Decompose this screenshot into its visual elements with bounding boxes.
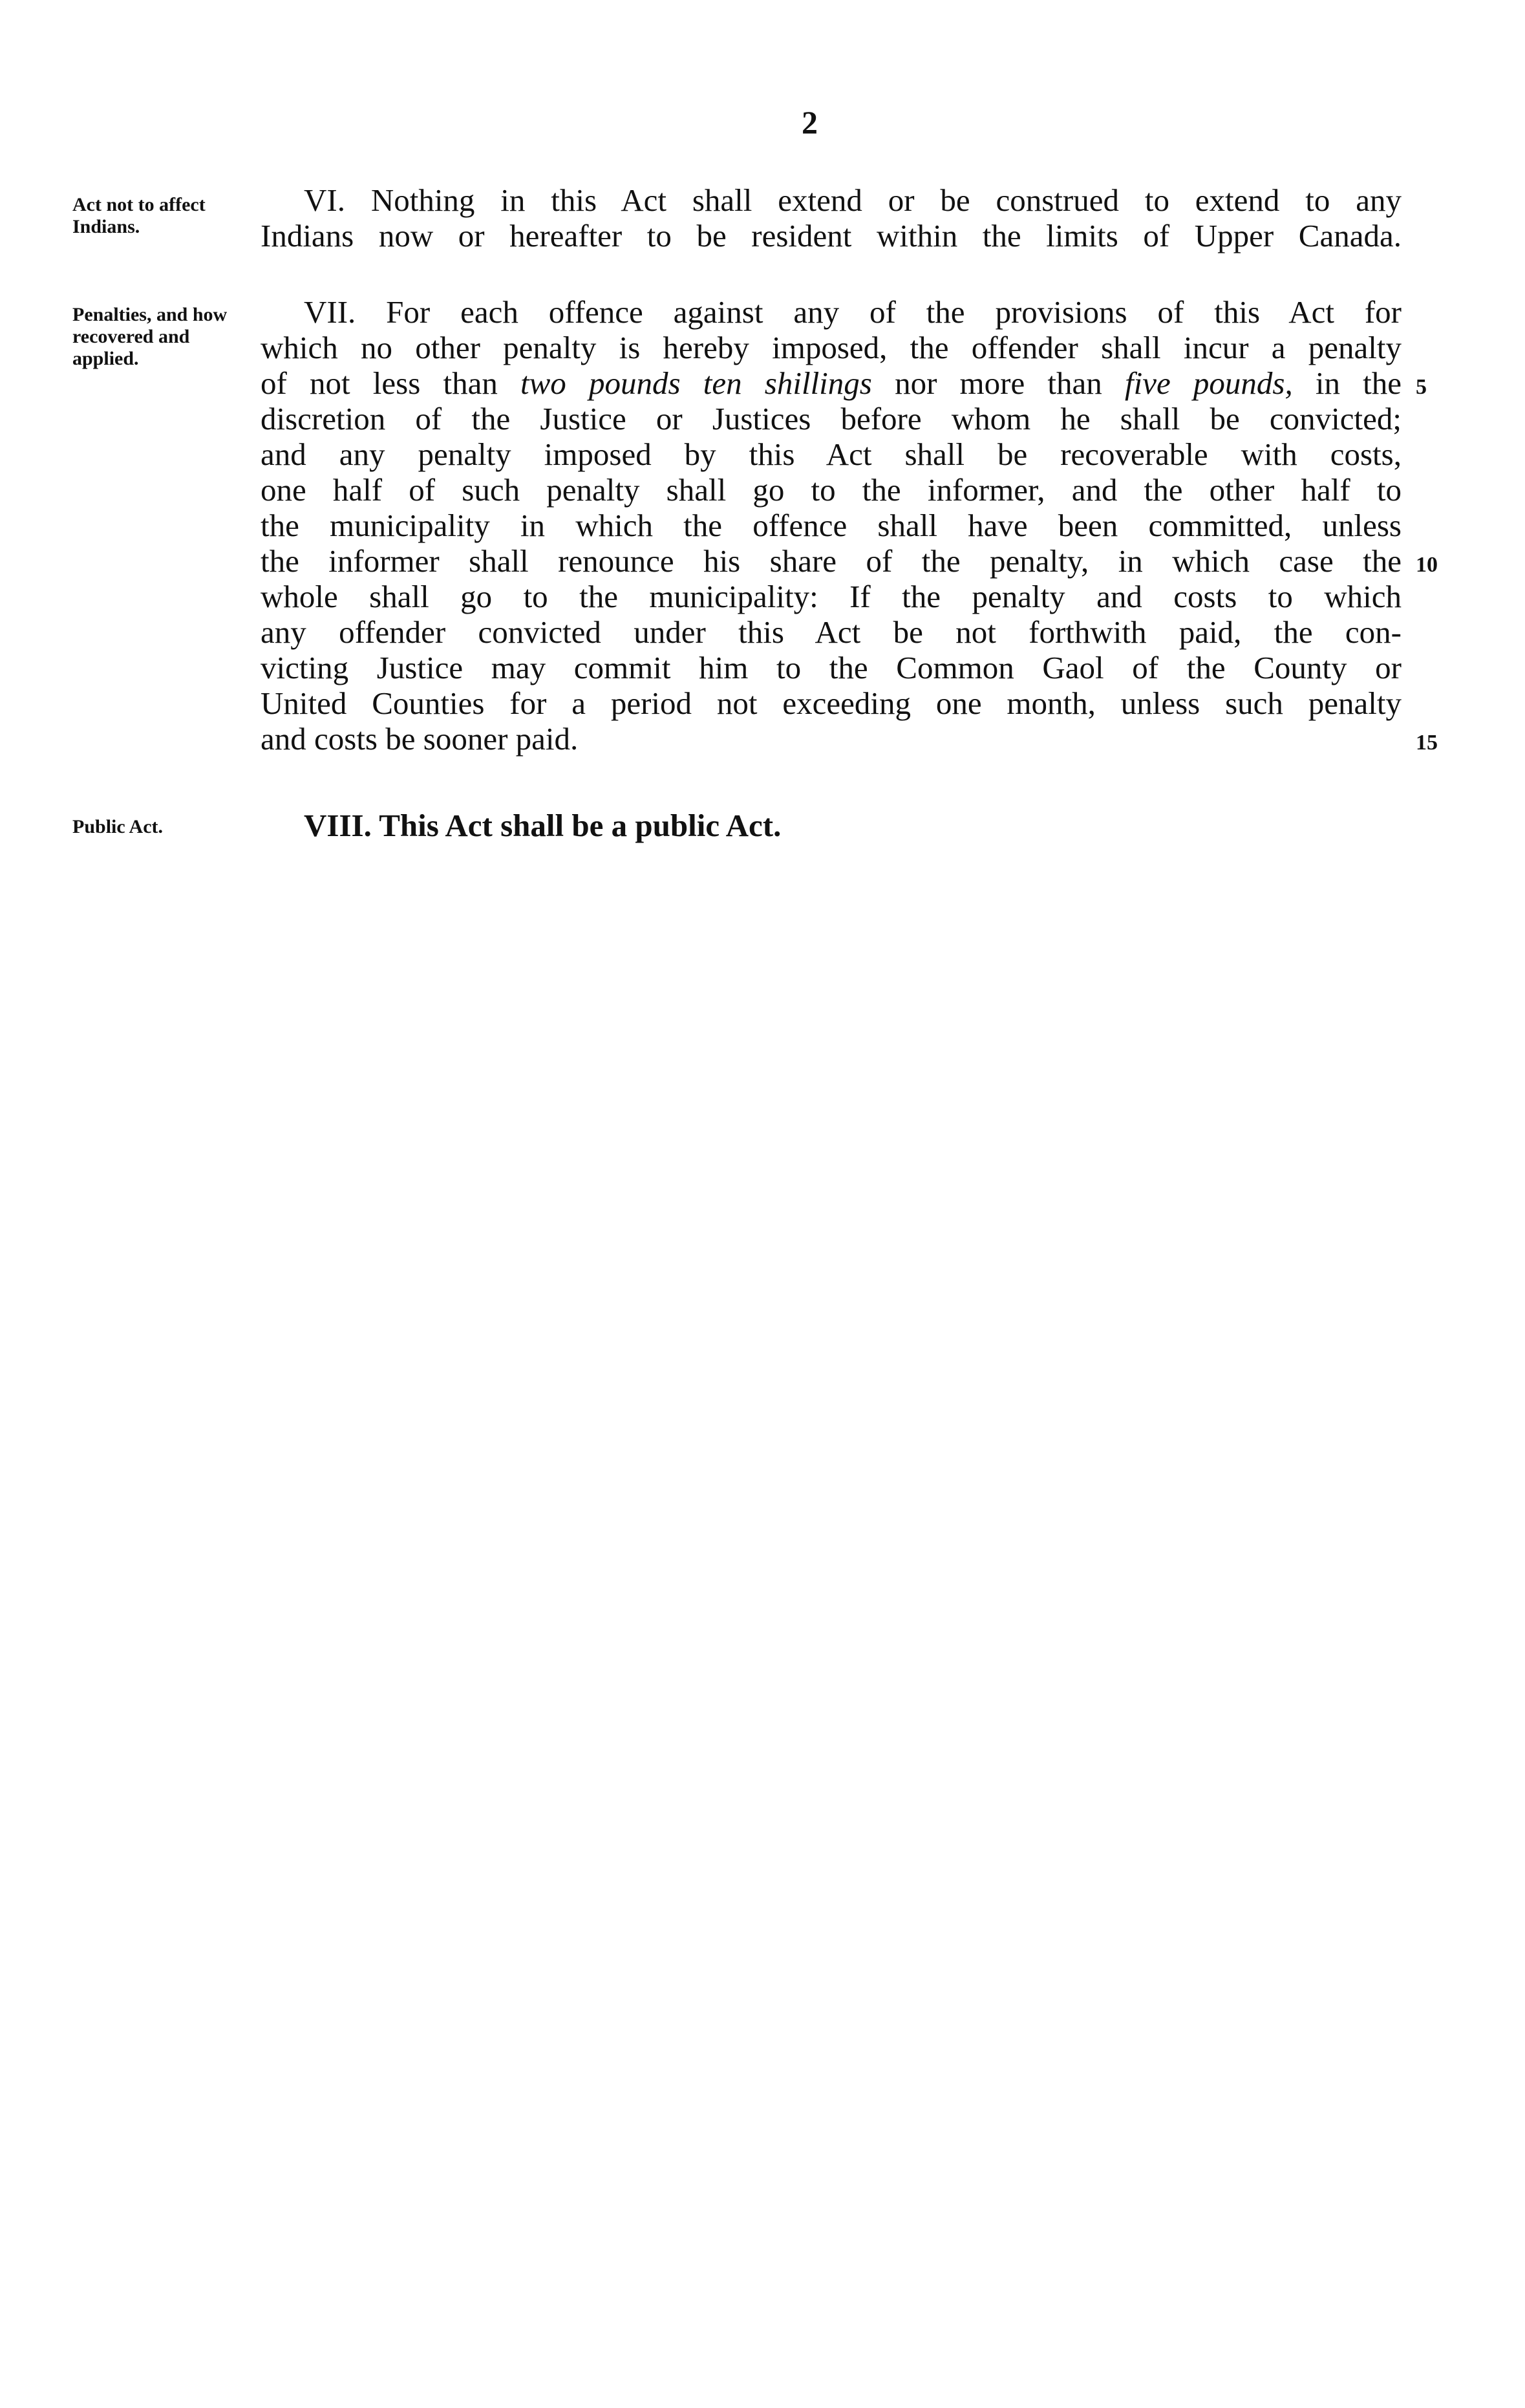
section-vii-line-8: the informer shall renounce his share of the penalty, in which case the bbox=[261, 543, 1402, 579]
section-vii-line-1: VII. For each offence against any of the provisions of this Act for bbox=[304, 294, 1402, 330]
section-vii-line-7: the municipality in which the offence shall have been committed, unless bbox=[261, 508, 1402, 543]
line-3-part-c: in the bbox=[1315, 365, 1402, 401]
line-number-10: 10 bbox=[1416, 553, 1438, 577]
section-vii-line-13: and costs be sooner paid. bbox=[261, 721, 579, 757]
section-vii-line-12: United Counties for a period not exceeding one month, unless such penalty bbox=[261, 685, 1402, 721]
marginal-note-vii: Penalties, and how recovered and applied. bbox=[72, 304, 228, 369]
line-3-part-b: nor more than bbox=[895, 365, 1102, 401]
line-number-15: 15 bbox=[1416, 731, 1438, 755]
section-vi-line-2: Indians now or hereafter to be resident within the limits of Upper Canada. bbox=[261, 218, 1402, 253]
section-vii-line-9: whole shall go to the municipality: If the penalty and costs to which bbox=[261, 579, 1402, 614]
section-vi-line-1: VI. Nothing in this Act shall extend or be construed to extend to any bbox=[304, 182, 1402, 218]
amount-five-pounds: five pounds, bbox=[1124, 365, 1293, 401]
line-number-5: 5 bbox=[1416, 375, 1427, 399]
section-vi bbox=[261, 182, 1402, 253]
section-vii-line-2: which no other penalty is hereby imposed, the offender shall incur a penalty bbox=[261, 330, 1402, 365]
page-number: 2 bbox=[802, 104, 818, 140]
marginal-note-vi: Act not to affect Indians. bbox=[72, 194, 206, 237]
section-vii bbox=[261, 294, 1402, 757]
amount-two-pounds: two pounds ten shillings bbox=[520, 365, 872, 401]
marginal-note-viii: Public Act. bbox=[72, 816, 163, 837]
line-3-part-a: of not less than bbox=[261, 365, 498, 401]
section-vii-line-5: and any penalty imposed by this Act shall be recoverable with costs, bbox=[261, 436, 1402, 472]
section-vii-line-11: victing Justice may commit him to the Common Gaol of the County or bbox=[261, 650, 1402, 685]
section-vii-line-3 bbox=[261, 365, 1402, 401]
section-viii: VIII. This Act shall be a public Act. bbox=[304, 808, 782, 843]
section-vii-line-10: any offender convicted under this Act be not forthwith paid, the con- bbox=[261, 614, 1402, 650]
section-vii-line-6: one half of such penalty shall go to the informer, and the other half to bbox=[261, 472, 1402, 508]
section-vii-line-4: discretion of the Justice or Justices before whom he shall be convicted; bbox=[261, 401, 1402, 436]
